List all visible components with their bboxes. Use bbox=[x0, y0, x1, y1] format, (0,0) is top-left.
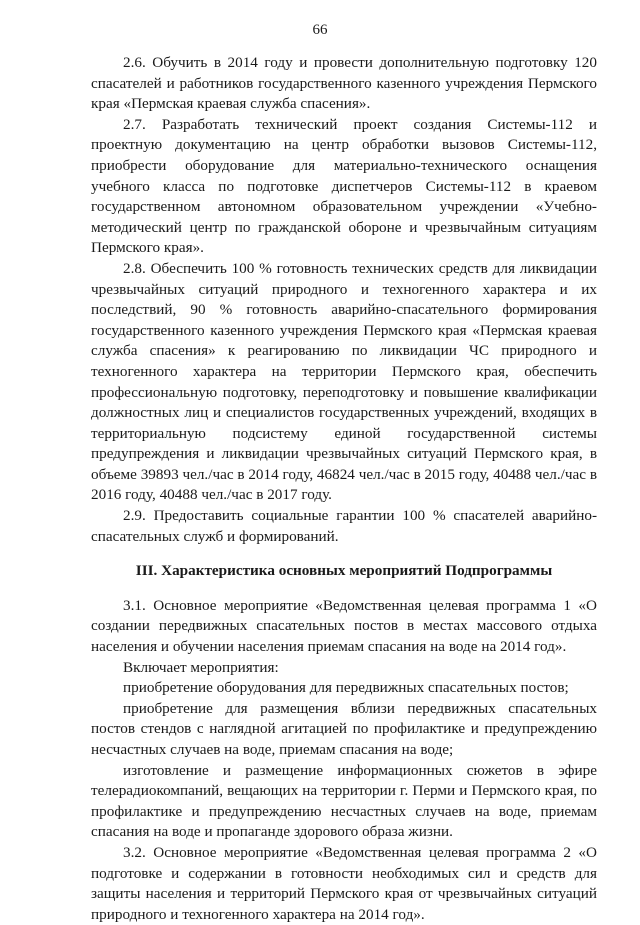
paragraph-media: изготовление и размещение информационных сюжетов в эфире телерадиокомпаний, вещающих на территории г. Перми и Пермского края, по профилактике и предупреждению несчастных случаев на воде, приемам спасания на воде и пропаганде здорового образа жизни. bbox=[91, 761, 597, 841]
page-number: 66 bbox=[312, 22, 328, 38]
document-body bbox=[91, 53, 597, 925]
paragraph-3-1: 3.1. Основное мероприятие «Ведомственная целевая программа 1 «О создании передвижных спасательных постов в местах массового отдыха населения и обучении населения приемам спасания на воде на 2014 год». bbox=[91, 596, 597, 656]
paragraph-equipment: приобретение оборудования для передвижных спасательных постов; bbox=[123, 679, 569, 697]
paragraph-2-7: 2.7. Разработать технический проект создания Системы-112 и проектную документацию на центр обработки вызовов Системы-112, приобрести оборудование для материально-технического оснащения учебного класса по подготовке диспетчеров Системы-112 в краевом государственном автономном образовательном учреждении «Учебно-методический центр по гражданской обороне и чрезвычайным ситуациям Пермского края». bbox=[91, 115, 597, 257]
paragraph-2-8: 2.8. Обеспечить 100 % готовность технических средств для ликвидации чрезвычайных ситуаций природного и техногенного характера и их последствий, 90 % готовность аварийно-спасательного формирования государственного казенного учреждения Пермского края «Пермская краевая служба спасения» к реагированию по ликвидации ЧС природного и техногенного характера на территории Пермского края, обеспечить профессиональную подготовку, переподготовку и повышение квалификации должностных лиц и специалистов государственных учреждений, входящих в территориальную подсистему единой государственной системы предупреждения и ликвидации чрезвычайных ситуаций Пермского края, в объеме 39893 чел./час в 2014 году, 46824 чел./час в 2015 году, 40488 чел./час в 2016 году, 40488 чел./час в 2017 году. bbox=[91, 259, 597, 504]
paragraph-includes: Включает мероприятия: bbox=[123, 658, 279, 676]
paragraph-stands: приобретение для размещения вблизи передвижных спасательных постов стендов с наглядной агитацией по профилактике и предупреждению несчастных случаев на воде, приемам спасания на воде; bbox=[91, 699, 597, 758]
paragraph-2-9: 2.9. Предоставить социальные гарантии 100 % спасателей аварийно-спасательных служб и формирований. bbox=[91, 507, 597, 545]
section-heading: III. Характеристика основных мероприятий Подпрограммы bbox=[135, 562, 553, 580]
paragraph-2-6: 2.6. Обучить в 2014 году и провести дополнительную подготовку 120 спасателей и работников государственного казенного учреждения Пермского края «Пермская краевая служба спасения». bbox=[91, 54, 597, 113]
paragraph-3-2: 3.2. Основное мероприятие «Ведомственная целевая программа 2 «О подготовке и содержании в готовности необходимых сил и средств для защиты населения и территорий Пермского края от чрезвычайных ситуаций природного и техногенного характера на 2014 год». bbox=[91, 843, 597, 923]
